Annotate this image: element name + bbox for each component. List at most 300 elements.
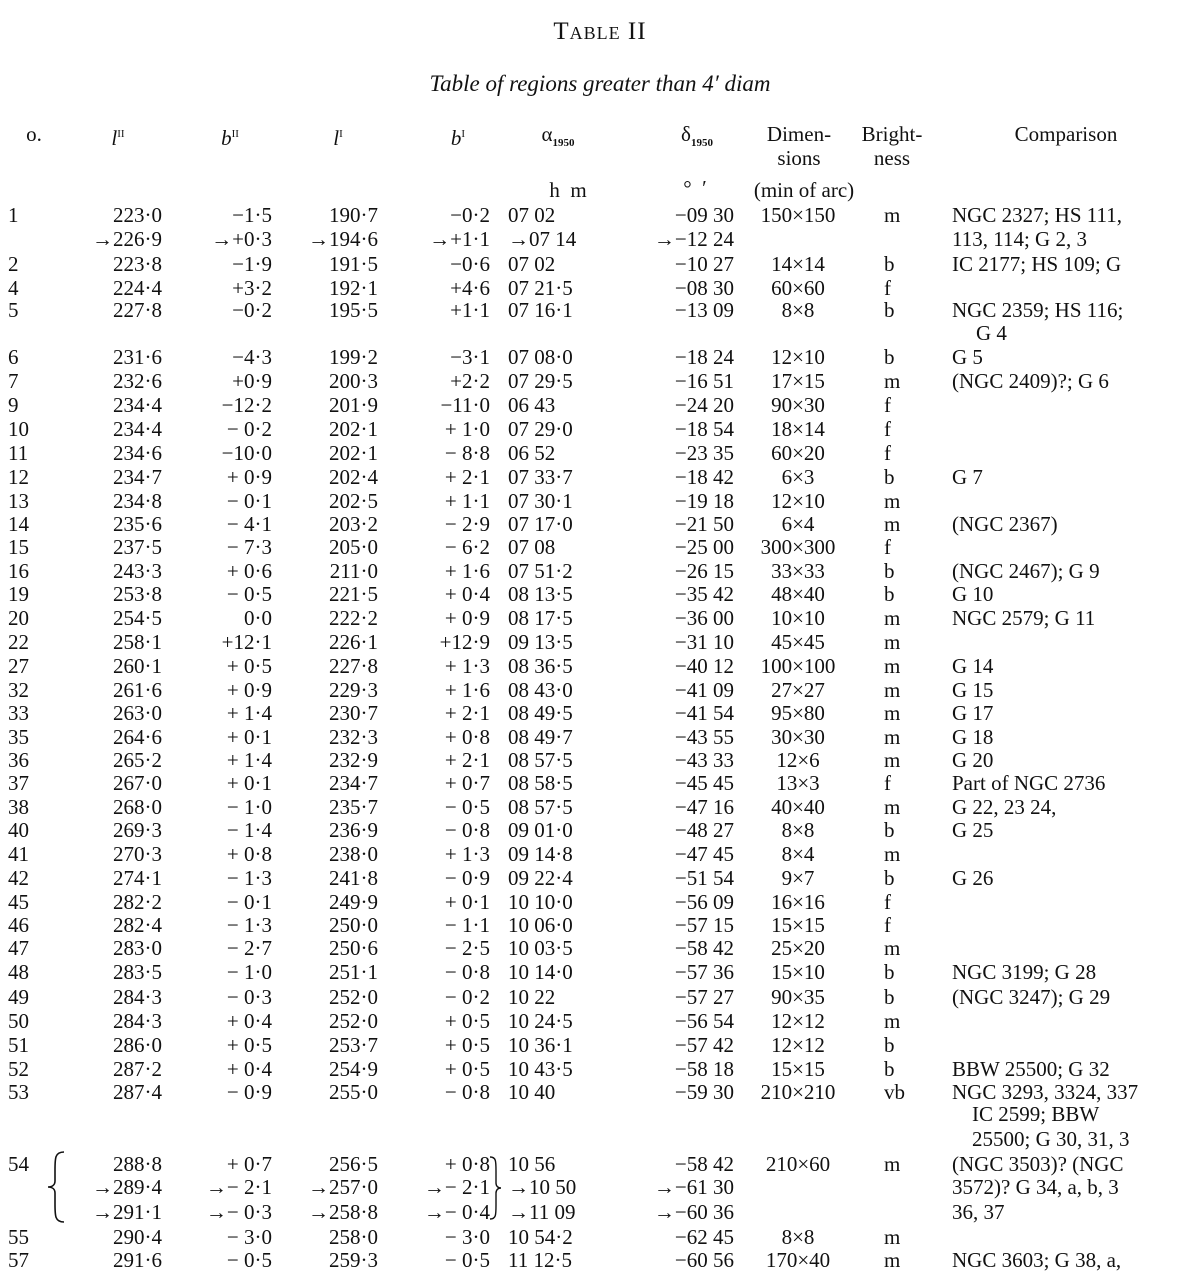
cell-cmp: G 5: [952, 345, 983, 369]
cell-no: 52: [8, 1057, 29, 1081]
cell-lI: 241·8: [329, 866, 378, 890]
table-row: [0, 1175, 1200, 1199]
cell-cmp: G 17: [952, 701, 994, 725]
cell-br: b: [884, 1057, 895, 1081]
cell-a: 10 10·0: [508, 890, 573, 914]
table-row: [0, 369, 1200, 393]
cell-no: 46: [8, 913, 29, 937]
table-row: [0, 795, 1200, 819]
cell-bI: + 0·5: [444, 1033, 490, 1057]
table-row: [0, 748, 1200, 772]
cell-lI: 254·9: [329, 1057, 378, 1081]
cell-lII: 267·0: [113, 771, 162, 795]
cell-cmp: G 7: [952, 465, 983, 489]
cell-bI: + 0·1: [444, 890, 490, 914]
cell-bII: − 0·1: [226, 890, 272, 914]
cell-a: 08 49·5: [508, 701, 573, 725]
cell-a: 10 06·0: [508, 913, 573, 937]
cell-cmp: G 26: [952, 866, 994, 890]
cell-dim: 90×30: [771, 393, 825, 417]
table-row: [0, 913, 1200, 937]
cell-a: 09 14·8: [508, 842, 573, 866]
cell-bII: + 0·8: [226, 842, 272, 866]
cell-bII: + 0·4: [226, 1057, 272, 1081]
cell-bI: − 2·9: [444, 512, 490, 536]
cell-no: 4: [8, 276, 19, 300]
cell-br: f: [884, 393, 891, 417]
cell-br: m: [884, 654, 901, 678]
cell-br: b: [884, 559, 895, 583]
cell-bI: −0·6: [450, 252, 490, 276]
cell-d: −51 54: [674, 866, 734, 890]
cell-a: 10 03·5: [508, 936, 573, 960]
cell-d: −36 00: [674, 606, 734, 630]
cell-lII: 234·6: [113, 441, 162, 465]
table-row: [0, 678, 1200, 702]
cell-dim: 9×7: [781, 866, 815, 890]
cell-bII: −1·5: [232, 203, 272, 227]
cell-lI: 250·0: [329, 913, 378, 937]
table-row: [0, 465, 1200, 489]
cell-a: 07 02: [508, 252, 556, 276]
cell-bII: + 0·6: [226, 559, 272, 583]
cell-dim: 12×10: [771, 489, 825, 513]
cell-a: 09 01·0: [508, 818, 573, 842]
cell-bI: − 0·8: [444, 1080, 490, 1104]
cell-lI: 234·7: [329, 771, 378, 795]
cell-bI: →+1·1: [429, 227, 490, 251]
cell-d: −09 30: [674, 203, 734, 227]
cell-lII: 261·6: [113, 678, 162, 702]
cell-bII: →− 0·3: [205, 1200, 272, 1224]
cell-no: 14: [8, 512, 29, 536]
cell-lII: 287·4: [113, 1080, 162, 1104]
table-row: [0, 985, 1200, 1009]
header-no: o.: [26, 122, 42, 146]
table-row: [0, 960, 1200, 984]
cell-dim: 170×40: [765, 1248, 831, 1272]
cell-a: 07 30·1: [508, 489, 573, 513]
cell-no: 49: [8, 985, 29, 1009]
cell-lI: 192·1: [329, 276, 378, 300]
cell-br: m: [884, 630, 901, 654]
header-brightness: Bright- ness: [861, 122, 923, 170]
cell-d: −56 09: [674, 890, 734, 914]
cell-lII: 283·0: [113, 936, 162, 960]
cell-a: 07 29·0: [508, 417, 573, 441]
unit-delta: ° ′: [683, 176, 707, 200]
table-row: [0, 252, 1200, 276]
cell-no: 57: [8, 1248, 29, 1272]
cell-no: 32: [8, 678, 29, 702]
left-brace: [46, 1150, 66, 1224]
cell-lII: 286·0: [113, 1033, 162, 1057]
cell-lII: 265·2: [113, 748, 162, 772]
cell-lII: 263·0: [113, 701, 162, 725]
cell-no: 47: [8, 936, 29, 960]
cell-br: m: [884, 748, 901, 772]
cell-bII: +3·2: [232, 276, 272, 300]
cell-dim: 33×33: [771, 559, 825, 583]
cell-lII: 264·6: [113, 725, 162, 749]
cell-bII: + 0·9: [226, 678, 272, 702]
cell-bII: 0·0: [244, 606, 272, 630]
cell-a: 07 51·2: [508, 559, 573, 583]
cell-no: 7: [8, 369, 19, 393]
cell-bII: + 0·1: [226, 725, 272, 749]
table-row: [0, 203, 1200, 227]
cell-a: 08 43·0: [508, 678, 573, 702]
table-row: [0, 559, 1200, 583]
cell-br: b: [884, 298, 895, 322]
cell-br: m: [884, 1225, 901, 1249]
cell-d: −26 15: [674, 559, 734, 583]
cell-d: −45 45: [674, 771, 734, 795]
cell-a: 08 49·7: [508, 725, 573, 749]
cell-bI: − 0·2: [444, 985, 490, 1009]
cell-dim: 60×20: [771, 441, 825, 465]
cell-bII: − 1·0: [226, 960, 272, 984]
cell-bI: −3·1: [450, 345, 490, 369]
cell-no: 27: [8, 654, 29, 678]
cell-bII: − 1·4: [226, 818, 272, 842]
cell-cmp: 113, 114; G 2, 3: [952, 227, 1087, 251]
cell-lII: 284·3: [113, 985, 162, 1009]
table-row: [0, 725, 1200, 749]
cell-bII: − 1·3: [226, 913, 272, 937]
cell-lI: 232·3: [329, 725, 378, 749]
cell-bI: + 1·6: [444, 559, 490, 583]
cell-no: 38: [8, 795, 29, 819]
cell-no: 35: [8, 725, 29, 749]
cell-dim: 27×27: [771, 678, 825, 702]
cell-a: 07 16·1: [508, 298, 573, 322]
cell-dim: 8×8: [781, 1225, 815, 1249]
cell-bI: + 0·5: [444, 1057, 490, 1081]
cell-bII: − 0·3: [226, 985, 272, 1009]
header-dimensions: Dimen- sions: [766, 122, 832, 170]
cell-lI: 226·1: [329, 630, 378, 654]
cell-cmp: NGC 3603; G 38, a,: [952, 1248, 1122, 1272]
cell-no: 36: [8, 748, 29, 772]
cell-lII: 231·6: [113, 345, 162, 369]
table-row: [0, 227, 1200, 251]
cell-no: 40: [8, 818, 29, 842]
cell-bI: − 1·1: [444, 913, 490, 937]
cell-bI: − 6·2: [444, 535, 490, 559]
cell-dim: 6×3: [781, 465, 815, 489]
cell-dim: 16×16: [771, 890, 825, 914]
cell-bI: − 0·8: [444, 960, 490, 984]
cell-dim: 210×210: [760, 1080, 836, 1104]
cell-dim: 100×100: [760, 654, 836, 678]
cell-bII: + 1·4: [226, 701, 272, 725]
cell-bII: − 1·0: [226, 795, 272, 819]
cell-dim: 12×12: [771, 1009, 825, 1033]
cell-no: 10: [8, 417, 29, 441]
cell-bI: − 0·8: [444, 818, 490, 842]
cell-lI: →257·0: [308, 1175, 378, 1199]
cell-br: f: [884, 913, 891, 937]
cell-lI: 235·7: [329, 795, 378, 819]
cell-no: 41: [8, 842, 29, 866]
cell-br: m: [884, 203, 901, 227]
comparison-continuation: IC 2599; BBW: [972, 1102, 1100, 1126]
cell-d: −18 24: [674, 345, 734, 369]
cell-br: m: [884, 489, 901, 513]
cell-br: m: [884, 1009, 901, 1033]
cell-bI: −11·0: [440, 393, 490, 417]
cell-d: −24 20: [674, 393, 734, 417]
cell-a: 10 24·5: [508, 1009, 573, 1033]
cell-br: m: [884, 512, 901, 536]
cell-cmp: (NGC 3503)? (NGC: [952, 1152, 1124, 1176]
cell-bII: + 0·5: [226, 654, 272, 678]
cell-a: 10 22: [508, 985, 556, 1009]
cell-lI: 190·7: [329, 203, 378, 227]
cell-br: f: [884, 771, 891, 795]
cell-bII: − 0·9: [226, 1080, 272, 1104]
cell-lII: 232·6: [113, 369, 162, 393]
cell-lI: 195·5: [329, 298, 378, 322]
cell-lI: 202·5: [329, 489, 378, 513]
cell-lII: 283·5: [113, 960, 162, 984]
cell-a: 10 54·2: [508, 1225, 573, 1249]
table-row: [0, 489, 1200, 513]
cell-bI: − 0·5: [444, 1248, 490, 1272]
cell-no: 6: [8, 345, 19, 369]
header-bII: $b^{II}$: [221, 126, 239, 150]
table-row: [0, 512, 1200, 536]
table-row: [0, 393, 1200, 417]
cell-br: b: [884, 1033, 895, 1057]
cell-dim: 30×30: [771, 725, 825, 749]
cell-bI: −0·2: [450, 203, 490, 227]
cell-bI: + 1·3: [444, 654, 490, 678]
cell-dim: 15×10: [771, 960, 825, 984]
cell-d: −47 45: [674, 842, 734, 866]
table-row: [0, 535, 1200, 559]
cell-lII: 290·4: [113, 1225, 162, 1249]
cell-no: 50: [8, 1009, 29, 1033]
cell-lI: 202·1: [329, 441, 378, 465]
cell-br: b: [884, 818, 895, 842]
cell-br: b: [884, 252, 895, 276]
cell-dim: 45×45: [771, 630, 825, 654]
cell-br: b: [884, 465, 895, 489]
cell-lII: 268·0: [113, 795, 162, 819]
cell-lII: 234·8: [113, 489, 162, 513]
cell-no: 51: [8, 1033, 29, 1057]
cell-cmp: NGC 3199; G 28: [952, 960, 1097, 984]
cell-br: vb: [884, 1080, 905, 1104]
unit-dimensions: (min of arc): [753, 178, 855, 202]
cell-bI: + 2·1: [444, 748, 490, 772]
cell-cmp: NGC 2359; HS 116;: [952, 298, 1124, 322]
table-row: [0, 417, 1200, 441]
cell-d: →−60 36: [653, 1200, 734, 1224]
cell-lII: 237·5: [113, 535, 162, 559]
cell-lII: 223·8: [113, 252, 162, 276]
cell-cmp: NGC 2579; G 11: [952, 606, 1096, 630]
cell-bII: + 0·5: [226, 1033, 272, 1057]
cell-no: 15: [8, 535, 29, 559]
cell-no: 13: [8, 489, 29, 513]
cell-bII: −12·2: [221, 393, 272, 417]
cell-lII: 254·5: [113, 606, 162, 630]
cell-bII: −4·3: [232, 345, 272, 369]
cell-cmp: NGC 2327; HS 111,: [952, 203, 1122, 227]
cell-bII: − 4·1: [226, 512, 272, 536]
cell-bII: −10·0: [221, 441, 272, 465]
cell-d: −57 36: [674, 960, 734, 984]
cell-cmp: BBW 25500; G 32: [952, 1057, 1110, 1081]
cell-bII: − 7·3: [226, 535, 272, 559]
table-row: [0, 1009, 1200, 1033]
cell-lI: 253·7: [329, 1033, 378, 1057]
cell-d: →−61 30: [653, 1175, 734, 1199]
cell-bI: + 0·7: [444, 771, 490, 795]
cell-d: −58 42: [674, 936, 734, 960]
cell-a: 07 08·0: [508, 345, 573, 369]
cell-dim: 18×14: [771, 417, 825, 441]
cell-bII: − 0·5: [226, 1248, 272, 1272]
table-row: [0, 771, 1200, 795]
cell-d: −40 12: [674, 654, 734, 678]
cell-lII: 288·8: [113, 1152, 162, 1176]
cell-lI: →258·8: [308, 1200, 378, 1224]
cell-d: −08 30: [674, 276, 734, 300]
cell-d: −57 15: [674, 913, 734, 937]
cell-a: 07 29·5: [508, 369, 573, 393]
cell-dim: 90×35: [771, 985, 825, 1009]
cell-lII: 234·4: [113, 393, 162, 417]
table-row: [0, 298, 1200, 322]
cell-d: −18 42: [674, 465, 734, 489]
table-row: [0, 1033, 1200, 1057]
cell-br: m: [884, 936, 901, 960]
cell-lI: 191·5: [329, 252, 378, 276]
cell-br: b: [884, 985, 895, 1009]
cell-dim: 8×4: [781, 842, 815, 866]
table-subtitle: Table of regions greater than 4′ diam: [429, 71, 771, 96]
cell-no: 54: [8, 1152, 29, 1176]
cell-lII: 223·0: [113, 203, 162, 227]
cell-bI: + 0·8: [444, 1152, 490, 1176]
header-delta: $\delta_{1950}$: [681, 122, 713, 150]
cell-dim: 12×12: [771, 1033, 825, 1057]
cell-no: 1: [8, 203, 19, 227]
table-row: [0, 654, 1200, 678]
cell-lI: 238·0: [329, 842, 378, 866]
cell-cmp: 36, 37: [952, 1200, 1005, 1224]
cell-a: 10 14·0: [508, 960, 573, 984]
cell-lII: 260·1: [113, 654, 162, 678]
cell-d: −57 42: [674, 1033, 734, 1057]
table-row: [0, 842, 1200, 866]
cell-d: −58 18: [674, 1057, 734, 1081]
cell-lII: →226·9: [92, 227, 162, 251]
cell-no: 42: [8, 866, 29, 890]
cell-dim: 17×15: [771, 369, 825, 393]
cell-bI: − 2·5: [444, 936, 490, 960]
cell-dim: 10×10: [771, 606, 825, 630]
header-lI: $l^I$: [333, 126, 343, 150]
header-comparison: Comparison: [1014, 122, 1118, 146]
cell-br: b: [884, 582, 895, 606]
cell-d: −18 54: [674, 417, 734, 441]
cell-d: −21 50: [674, 512, 734, 536]
cell-lII: 243·3: [113, 559, 162, 583]
cell-bI: + 1·3: [444, 842, 490, 866]
cell-a: 07 21·5: [508, 276, 573, 300]
cell-dim: 60×60: [771, 276, 825, 300]
cell-br: b: [884, 345, 895, 369]
cell-bII: +12·1: [221, 630, 272, 654]
right-brace: [488, 1155, 502, 1221]
cell-bI: →− 2·1: [423, 1175, 490, 1199]
cell-lII: 274·1: [113, 866, 162, 890]
cell-lI: 255·0: [329, 1080, 378, 1104]
table-row: [0, 1225, 1200, 1249]
cell-cmp: NGC 3293, 3324, 337: [952, 1080, 1139, 1104]
cell-bII: →+0·3: [211, 227, 272, 251]
cell-no: 9: [8, 393, 19, 417]
cell-br: m: [884, 1248, 901, 1272]
cell-cmp: 3572)? G 34, a, b, 3: [952, 1175, 1119, 1199]
cell-br: m: [884, 701, 901, 725]
cell-d: −41 54: [674, 701, 734, 725]
cell-lI: 249·9: [329, 890, 378, 914]
cell-br: b: [884, 960, 895, 984]
cell-lI: 202·1: [329, 417, 378, 441]
cell-lII: 235·6: [113, 512, 162, 536]
cell-lI: 227·8: [329, 654, 378, 678]
cell-bII: + 0·1: [226, 771, 272, 795]
table-row: [0, 630, 1200, 654]
cell-cmp: (NGC 2467); G 9: [952, 559, 1100, 583]
cell-bII: −1·9: [232, 252, 272, 276]
cell-cmp: (NGC 2409)?; G 6: [952, 369, 1109, 393]
cell-dim: 40×40: [771, 795, 825, 819]
cell-dim: 210×60: [765, 1152, 831, 1176]
cell-lI: 201·9: [329, 393, 378, 417]
cell-no: 37: [8, 771, 29, 795]
cell-dim: 13×3: [776, 771, 820, 795]
cell-a: 09 22·4: [508, 866, 573, 890]
cell-no: 55: [8, 1225, 29, 1249]
cell-cmp: IC 2177; HS 109; G: [952, 252, 1122, 276]
cell-a: 08 57·5: [508, 795, 573, 819]
cell-d: −41 09: [674, 678, 734, 702]
cell-a: 08 36·5: [508, 654, 573, 678]
cell-no: 5: [8, 298, 19, 322]
table-row: [0, 1248, 1200, 1272]
cell-d: −60 56: [674, 1248, 734, 1272]
cell-cmp: G 10: [952, 582, 994, 606]
cell-d: −10 27: [674, 252, 734, 276]
cell-bI: − 8·8: [444, 441, 490, 465]
cell-dim: 8×8: [781, 818, 815, 842]
cell-a: 10 40: [508, 1080, 556, 1104]
cell-lII: 287·2: [113, 1057, 162, 1081]
cell-br: m: [884, 678, 901, 702]
cell-a: 08 13·5: [508, 582, 573, 606]
unit-alpha: h m: [549, 178, 587, 202]
cell-a: 08 57·5: [508, 748, 573, 772]
cell-d: −16 51: [674, 369, 734, 393]
cell-lII: 291·6: [113, 1248, 162, 1272]
